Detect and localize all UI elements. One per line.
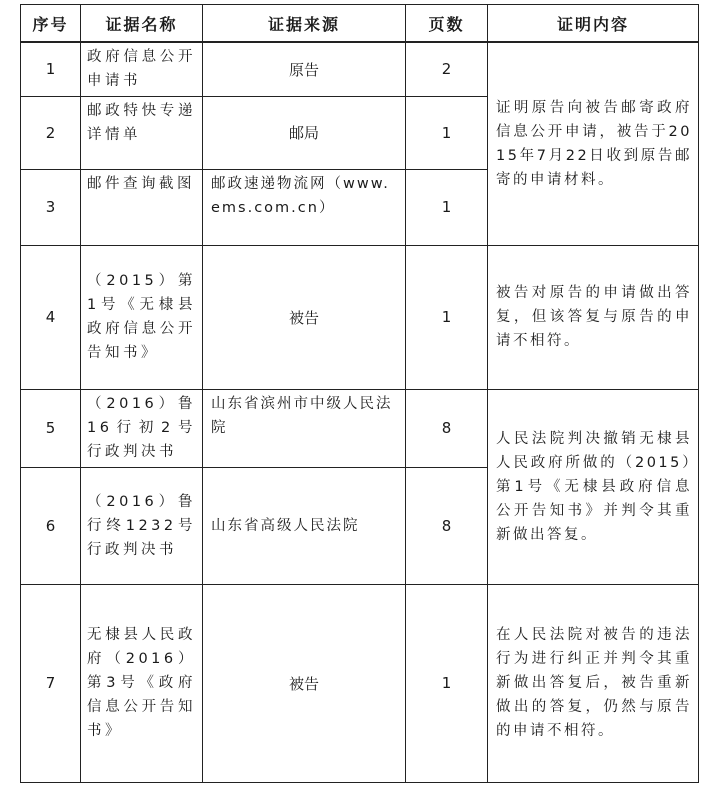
row-pages: 8	[406, 389, 488, 467]
row-seq: 3	[21, 169, 81, 245]
row-source: 邮政速递物流网（www.ems.com.cn）	[203, 169, 406, 245]
row-seq: 7	[21, 584, 81, 782]
table-row	[21, 389, 699, 467]
header-seq: 序号	[21, 5, 81, 43]
row-content: 证明原告向被告邮寄政府信息公开申请，被告于2015年7月22日收到原告邮寄的申请材料。	[488, 42, 699, 245]
row-seq: 6	[21, 467, 81, 584]
row-seq: 5	[21, 389, 81, 467]
row-pages: 2	[406, 42, 488, 96]
table-row	[21, 584, 699, 782]
row-seq: 4	[21, 245, 81, 389]
row-seq: 2	[21, 96, 81, 169]
row-source: 邮局	[203, 96, 406, 169]
row-name: 邮政特快专递详情单	[81, 96, 203, 169]
row-source: 被告	[203, 245, 406, 389]
table-row	[21, 42, 699, 96]
row-pages: 1	[406, 96, 488, 169]
row-name: 无棣县人民政府（2016）第3号《政府信息公开告知书》	[81, 584, 203, 782]
header-source: 证据来源	[203, 5, 406, 43]
header-row	[21, 5, 699, 43]
row-source: 原告	[203, 42, 406, 96]
row-source: 山东省滨州市中级人民法院	[203, 389, 406, 467]
row-name: （2016）鲁16行初2号行政判决书	[81, 389, 203, 467]
row-pages: 1	[406, 245, 488, 389]
row-name: （2016）鲁行终1232号行政判决书	[81, 467, 203, 584]
row-content: 被告对原告的申请做出答复，但该答复与原告的申请不相符。	[488, 245, 699, 389]
row-pages: 1	[406, 584, 488, 782]
table-row	[21, 245, 699, 389]
row-pages: 8	[406, 467, 488, 584]
header-name: 证据名称	[81, 5, 203, 43]
row-content: 人民法院判决撤销无棣县人民政府所做的（2015）第1号《无棣县政府信息公开告知书》并判令其重新做出答复。	[488, 389, 699, 584]
row-seq: 1	[21, 42, 81, 96]
row-source: 山东省高级人民法院	[203, 467, 406, 584]
row-name: 政府信息公开申请书	[81, 42, 203, 96]
row-name: （2015）第1号《无棣县政府信息公开告知书》	[81, 245, 203, 389]
row-pages: 1	[406, 169, 488, 245]
row-name: 邮件查询截图	[81, 169, 203, 245]
evidence-table	[20, 4, 699, 783]
header-content: 证明内容	[488, 5, 699, 43]
row-content: 在人民法院对被告的违法行为进行纠正并判令其重新做出答复后，被告重新做出的答复，仍然与原告的申请不相符。	[488, 584, 699, 782]
row-source: 被告	[203, 584, 406, 782]
header-pages: 页数	[406, 5, 488, 43]
